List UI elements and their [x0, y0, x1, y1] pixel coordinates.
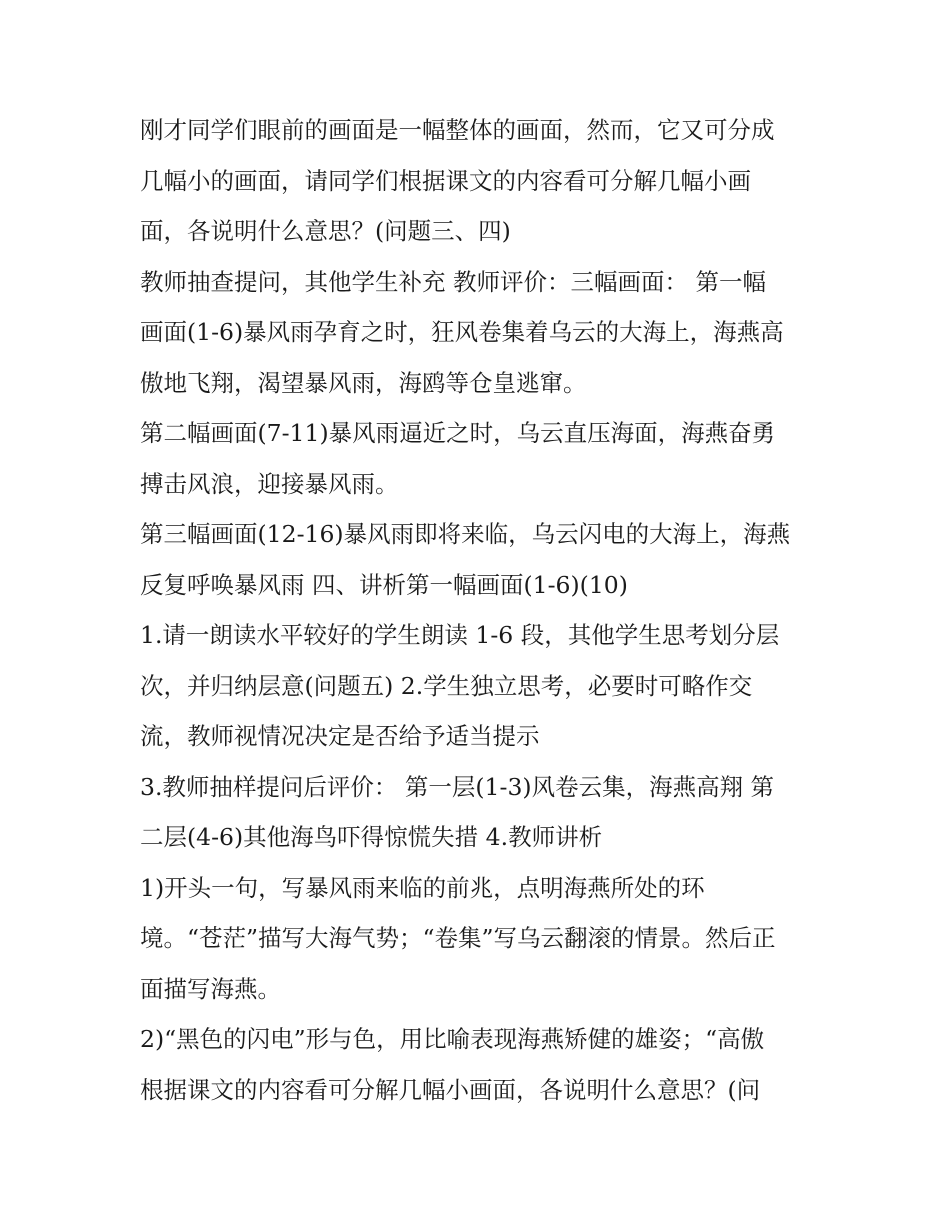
text-line: 画面(1-6)暴风雨孕育之时，狂风卷集着乌云的大海上，海燕高 — [140, 318, 784, 346]
text-line: 境。“苍茫”描写大海气势；“卷集”写乌云翻滚的情景。然后正 — [140, 924, 776, 952]
text-line: 面描写海燕。 — [140, 975, 281, 1003]
text-line: 1.请一朗读水平较好的学生朗读 1-6 段，其他学生思考划分层 — [140, 621, 780, 649]
text-line: 几幅小的画面，请同学们根据课文的内容看可分解几幅小画 — [140, 167, 751, 195]
text-line: 教师抽查提问，其他学生补充 教师评价：三幅画面： 第一幅 — [140, 268, 766, 296]
text-line: 1)开头一句，写暴风雨来临的前兆，点明海燕所处的环 — [140, 874, 705, 902]
text-line: 2)“黑色的闪电”形与色，用比喻表现海燕矫健的雄姿；“高傲 — [140, 1025, 765, 1053]
text-line: 傲地飞翔，渴望暴风雨，海鸥等仓皇逃窜。 — [140, 369, 587, 397]
text-line: 3.教师抽样提问后评价： 第一层(1-3)风卷云集，海燕高翔 第 — [140, 773, 775, 801]
text-line: 根据课文的内容看可分解几幅小画面，各说明什么意思？(问 — [140, 1076, 761, 1104]
text-line: 第三幅画面(12-16)暴风雨即将来临，乌云闪电的大海上，海燕 — [140, 520, 791, 548]
text-line: 刚才同学们眼前的画面是一幅整体的画面，然而，它又可分成 — [140, 116, 775, 144]
text-line: 搏击风浪，迎接暴风雨。 — [140, 470, 399, 498]
text-line: 反复呼唤暴风雨 四、讲析第一幅画面(1-6)(10) — [140, 571, 628, 599]
text-line: 二层(4-6)其他海鸟吓得惊慌失措 4.教师讲析 — [140, 823, 603, 851]
text-line: 面，各说明什么意思？(问题三、四) — [140, 217, 511, 245]
text-line: 第二幅画面(7-11)暴风雨逼近之时，乌云直压海面，海燕奋勇 — [140, 419, 776, 447]
text-line: 次，并归纳层意(问题五) 2.学生独立思考，必要时可略作交 — [140, 672, 753, 700]
text-line: 流，教师视情况决定是否给予适当提示 — [140, 722, 540, 750]
